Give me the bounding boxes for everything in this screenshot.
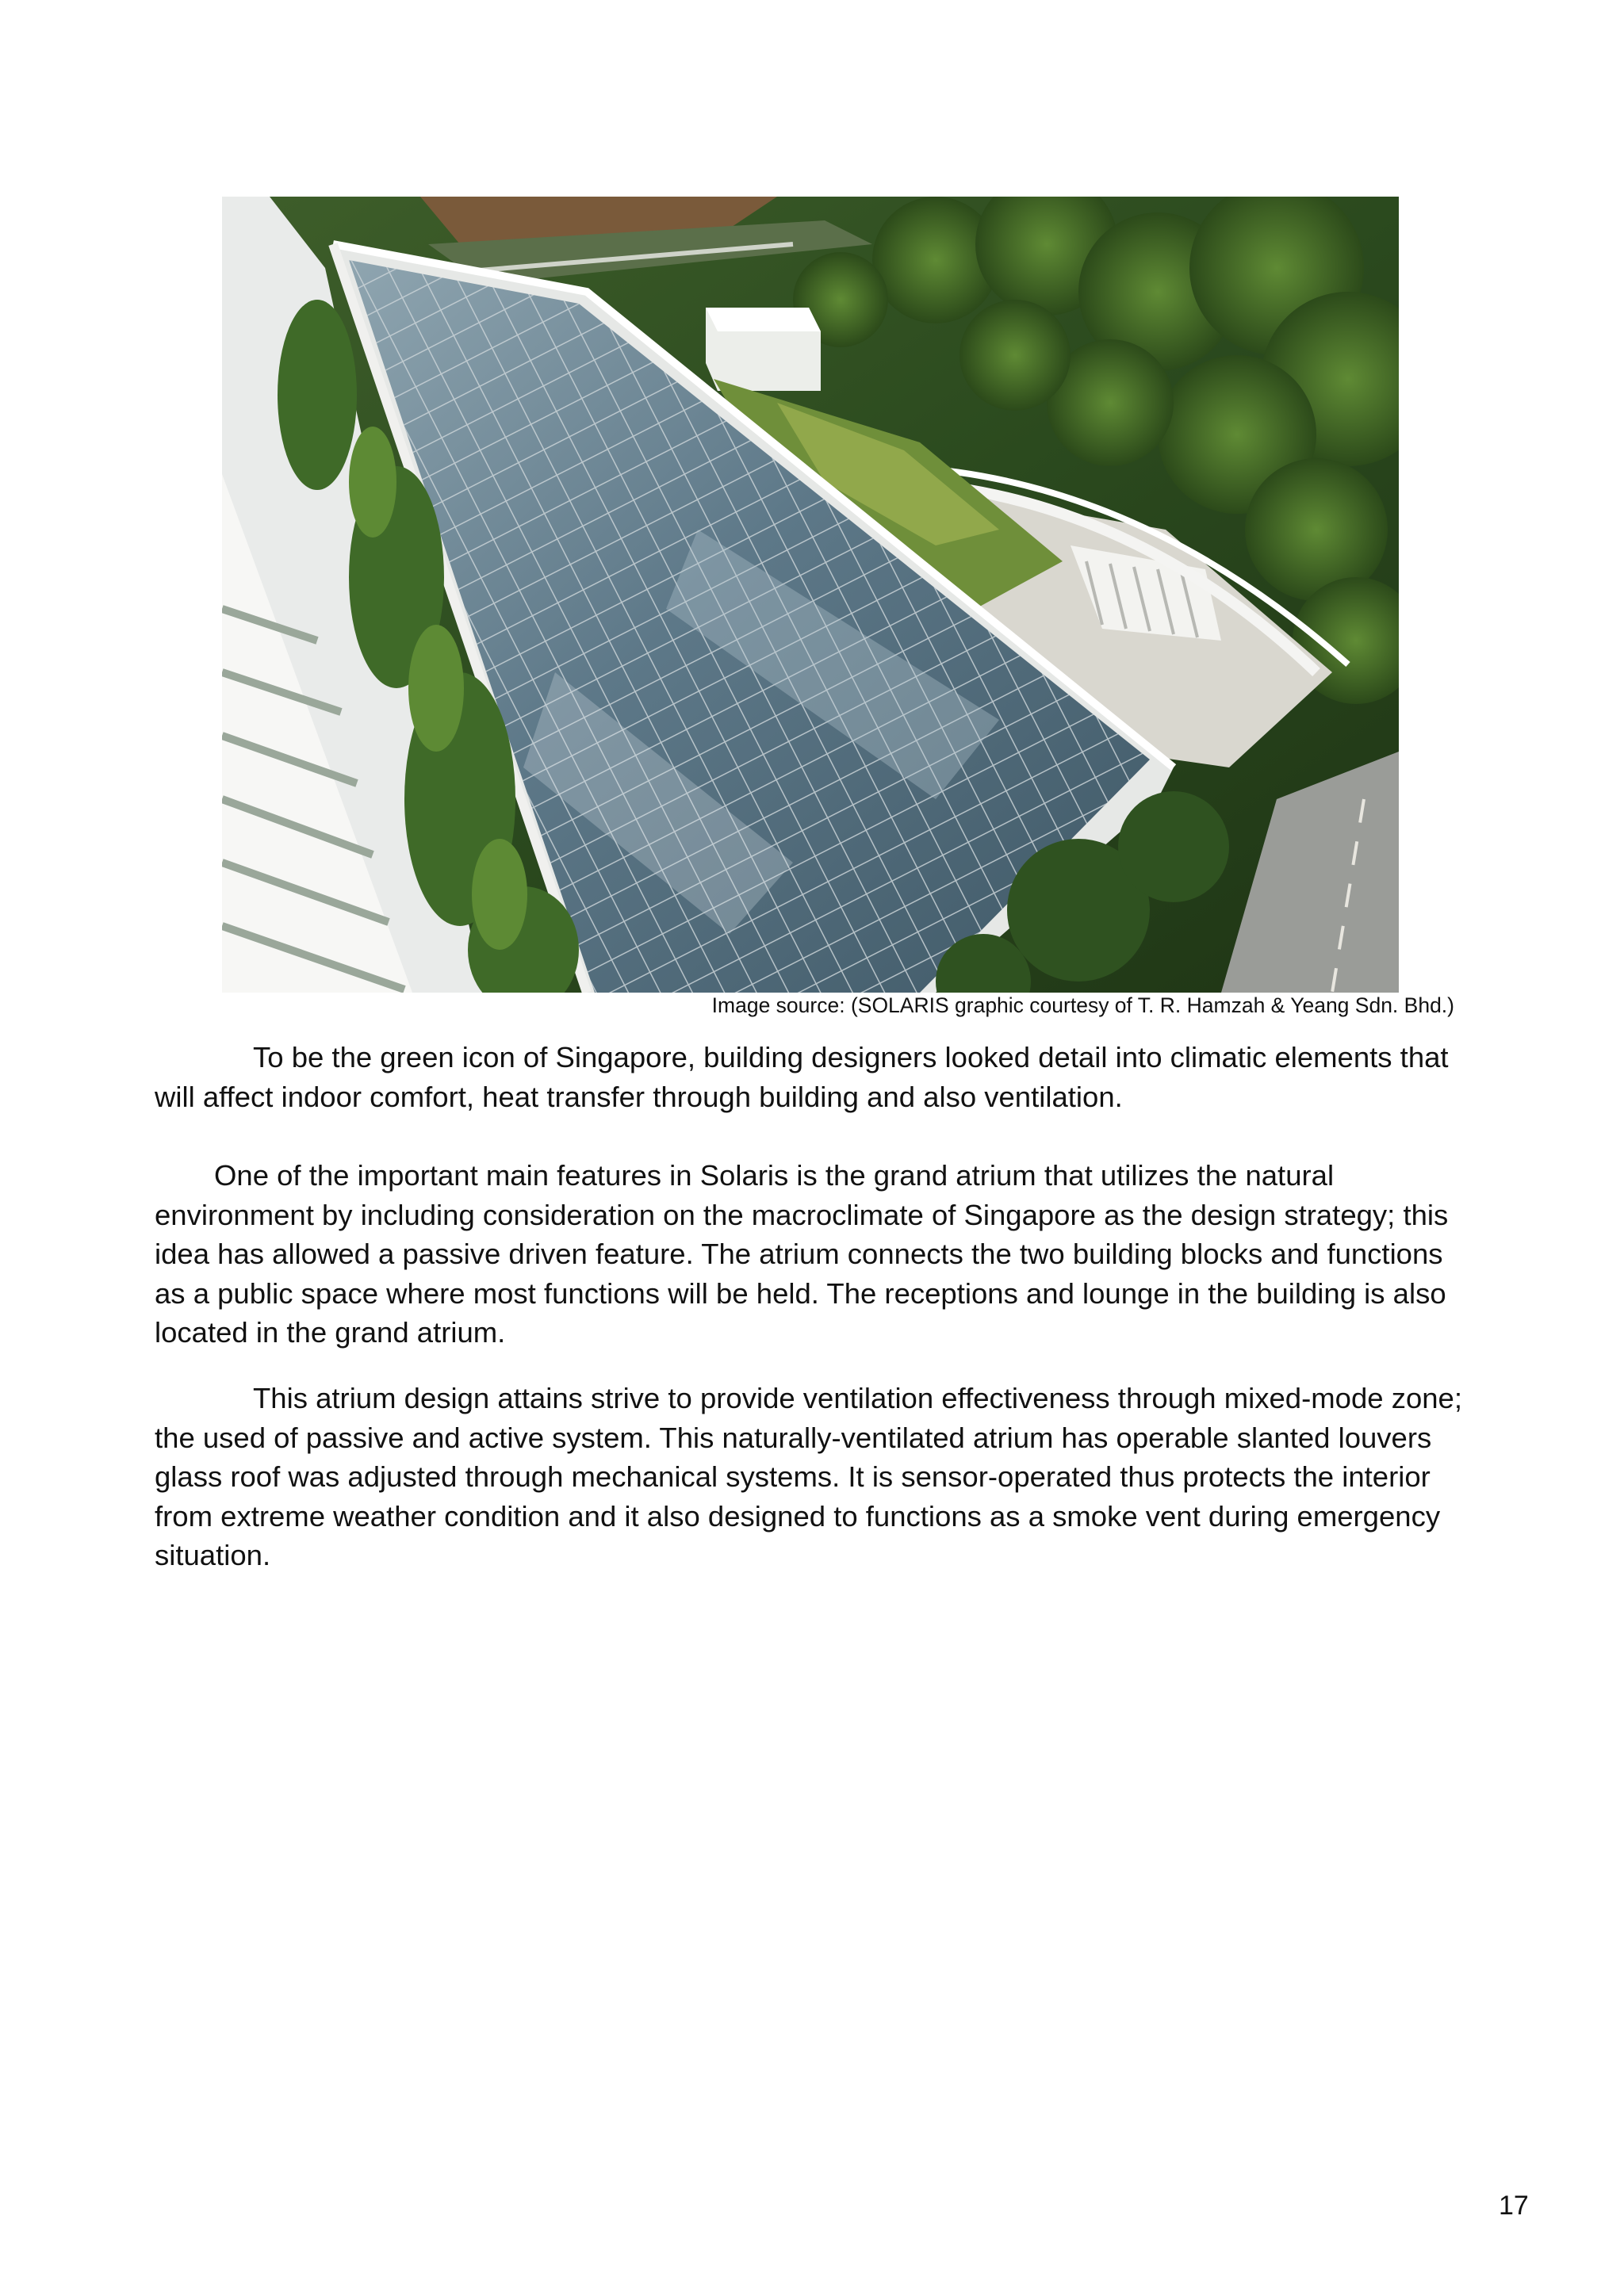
paragraph-atrium-ventilation: This atrium design attains strive to provide ventilation effectiveness through mixed-mode zone; the used of passive and active system. This naturally-ventilated atrium has operable slanted louvers glass roof was adjusted through mechanical systems. It is sensor-operated thus protects the interior from extreme weather condition and it also designed to functions as a smoke vent during emergency situation. — [155, 1382, 1462, 1571]
paragraph-grand-atrium: One of the important main features in Solaris is the grand atrium that utilizes the natural environment by including consideration on the macroclimate of Singapore as the design strategy; this idea has allowed a passive driven feature. The atrium connects the two building blocks and functions as a public space where most functions will be held. The receptions and lounge in the building is also located in the grand atrium. — [155, 1159, 1449, 1349]
page-number: 17 — [1499, 2191, 1529, 2221]
solaris-atrium-illustration — [222, 197, 1399, 993]
paragraph-green-icon: To be the green icon of Singapore, building designers looked detail into climatic elements that will affect indoor comfort, heat transfer through building and also ventilation. — [155, 1041, 1449, 1113]
image-source-caption: Image source: (SOLARIS graphic courtesy of T. R. Hamzah & Yeang Sdn. Bhd.) — [711, 993, 1454, 1017]
solaris-atrium-photo — [222, 197, 1399, 993]
